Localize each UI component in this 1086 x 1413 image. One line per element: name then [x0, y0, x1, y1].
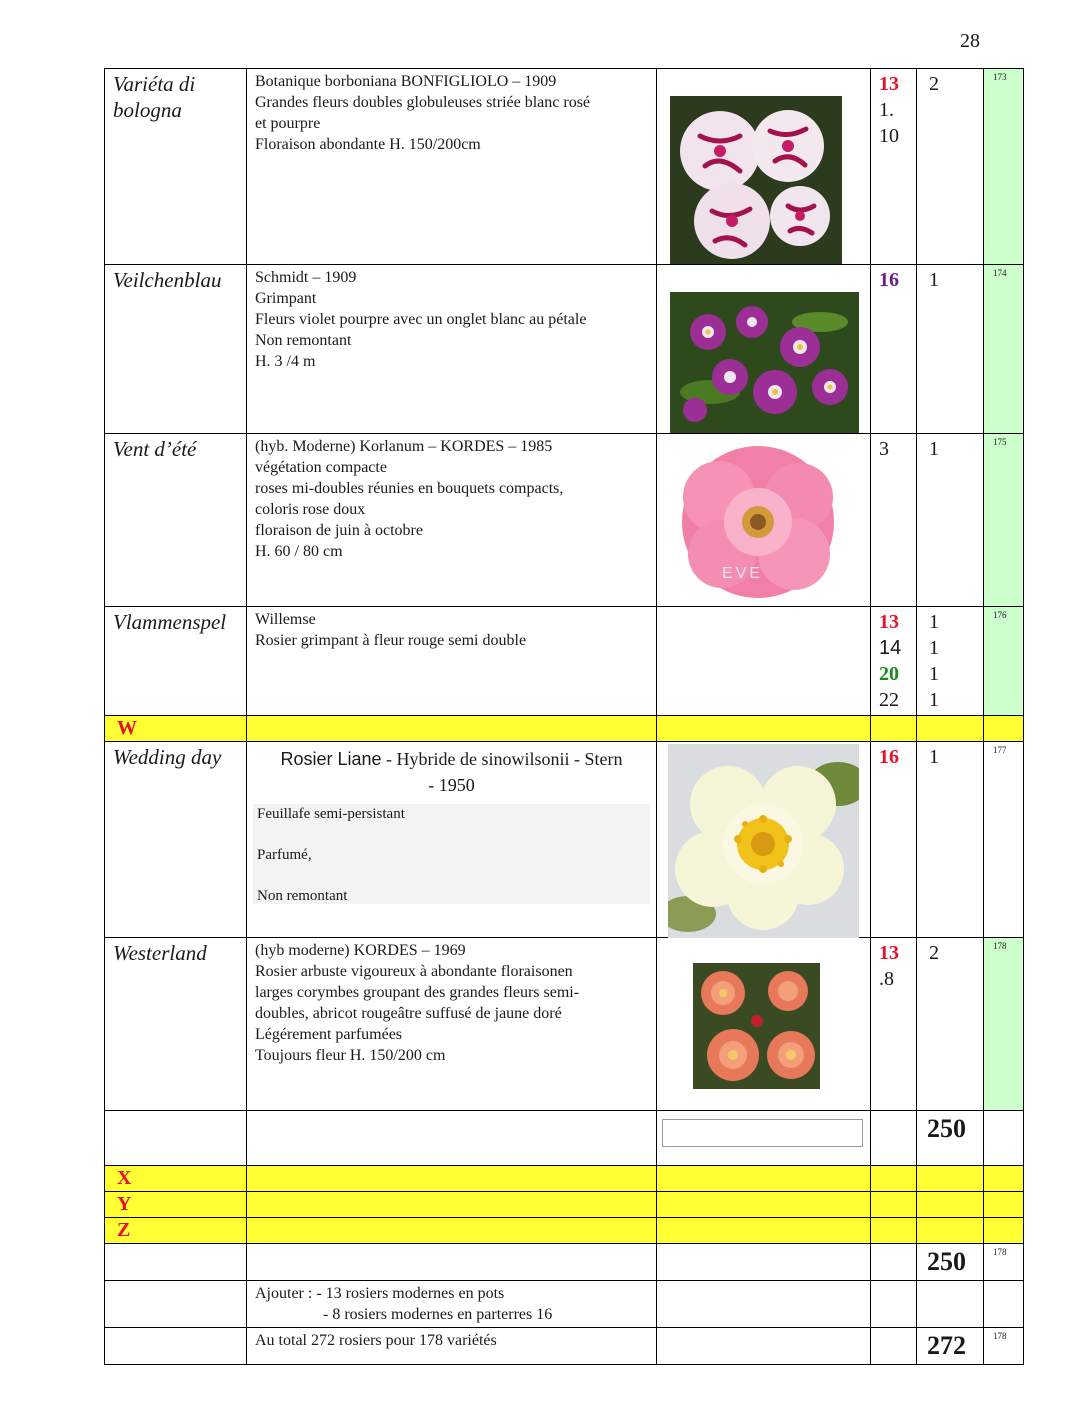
section-letter: X — [105, 1166, 247, 1192]
variety-description: Willemse Rosier grimpant à fleur rouge semi double — [247, 607, 657, 716]
count-cell: 1 — [917, 742, 984, 938]
rose-photo-cell — [657, 69, 871, 265]
variety-number: 173 — [984, 69, 1024, 265]
variety-number: 175 — [984, 434, 1024, 607]
rose-photo-cell — [657, 434, 871, 607]
total-value: 250 — [917, 1244, 984, 1281]
count-cell: 2 — [917, 69, 984, 265]
variety-name: Wedding day — [105, 742, 247, 938]
wedding-title: Rosier Liane - Hybride de sinowilsonii - Stern - 1950 — [280, 749, 623, 795]
variety-number: 178 — [984, 938, 1024, 1111]
quantity-cell: 16 — [871, 742, 917, 938]
quantity-cell: 13 14 20 22 — [871, 607, 917, 716]
variety-description: (hyb. Moderne) Korlanum – KORDES – 1985 végétation compacte roses mi-doubles réunies en bouquets compacts, coloris rose doux floraison de juin à octobre H. 60 / 80 cm — [247, 434, 657, 607]
letter-row-z — [105, 1218, 1024, 1244]
rose-photo-cell — [657, 265, 871, 434]
variety-name: Vlammenspel — [105, 607, 247, 716]
white-rose-photo — [668, 744, 859, 938]
variety-name: Veilchenblau — [105, 265, 247, 434]
quantity-cell: 16 — [871, 265, 917, 434]
variety-count: 178 — [984, 1328, 1024, 1365]
striped-rose-photo — [670, 96, 842, 264]
violet-rose-photo — [670, 292, 859, 433]
variety-description: Botanique borboniana BONFIGLIOLO – 1909 Grandes fleurs doubles globuleuses striée blanc rosé et pourpre Floraison abondante H. 150/200cm — [247, 69, 657, 265]
variety-name: Vent d’été — [105, 434, 247, 607]
table-row-subtotal — [105, 1111, 1024, 1166]
final-total-text: Au total 272 rosiers pour 178 variétés — [247, 1328, 657, 1365]
wedding-details-box: Feuillafe semi-persistant Parfumé, Non remontant — [253, 804, 650, 904]
variety-number: 176 — [984, 607, 1024, 716]
table-row-total — [105, 1244, 1024, 1281]
apricot-rose-photo — [693, 963, 820, 1089]
grand-total-value: 272 — [917, 1328, 984, 1365]
variety-number: 174 — [984, 265, 1024, 434]
subtotal-value: 250 — [917, 1111, 984, 1166]
table-row-westerland — [105, 938, 1024, 1111]
empty-text-box-cell — [657, 1111, 871, 1166]
quantity-cell: 13 .8 — [871, 938, 917, 1111]
rose-catalog-table — [104, 68, 1024, 1365]
variety-count: 178 — [984, 1244, 1024, 1281]
variety-description: Schmidt – 1909 Grimpant Fleurs violet pourpre avec un onglet blanc au pétale Non remontant H. 3 /4 m — [247, 265, 657, 434]
table-row-veilchenblau — [105, 265, 1024, 434]
empty-photo-cell — [657, 607, 871, 716]
letter-row-w — [105, 716, 1024, 742]
variety-name: Variéta di bologna — [105, 69, 247, 265]
table-row-wedding-day — [105, 742, 1024, 938]
additions-note: Ajouter : - 13 rosiers modernes en pots - 8 rosiers modernes en parterres 16 — [247, 1281, 657, 1328]
variety-description — [247, 742, 657, 938]
count-cell: 1 — [917, 434, 984, 607]
variety-number: 177 — [984, 742, 1024, 938]
section-letter: Z — [105, 1218, 247, 1244]
page-number: 28 — [960, 30, 980, 52]
table-row-vlammenspel — [105, 607, 1024, 716]
count-cell: 1 1 1 1 — [917, 607, 984, 716]
photo-watermark: EVE — [722, 565, 764, 582]
section-letter: Y — [105, 1192, 247, 1218]
table-row-varieta-di-bologna — [105, 69, 1024, 265]
quantity-cell: 3 — [871, 434, 917, 607]
empty-text-box — [662, 1119, 863, 1147]
variety-description: (hyb moderne) KORDES – 1969 Rosier arbuste vigoureux à abondante floraisonen larges corymbes groupant des grandes fleurs semi- doubles, abricot rougeâtre suffusé de jaune doré Légérement parfumées Toujours fleur H. 150/200 cm — [247, 938, 657, 1111]
section-letter: W — [105, 716, 247, 742]
table-row-final-total — [105, 1328, 1024, 1365]
rose-photo-cell — [657, 938, 871, 1111]
rose-photo-cell — [657, 742, 871, 938]
count-cell: 1 — [917, 265, 984, 434]
pink-rose-photo — [674, 442, 842, 602]
count-cell: 2 — [917, 938, 984, 1111]
table-row-ajouter — [105, 1281, 1024, 1328]
letter-row-y — [105, 1192, 1024, 1218]
table-row-vent-d-ete — [105, 434, 1024, 607]
quantity-cell: 13 1. 10 — [871, 69, 917, 265]
variety-name: Westerland — [105, 938, 247, 1111]
letter-row-x — [105, 1166, 1024, 1192]
